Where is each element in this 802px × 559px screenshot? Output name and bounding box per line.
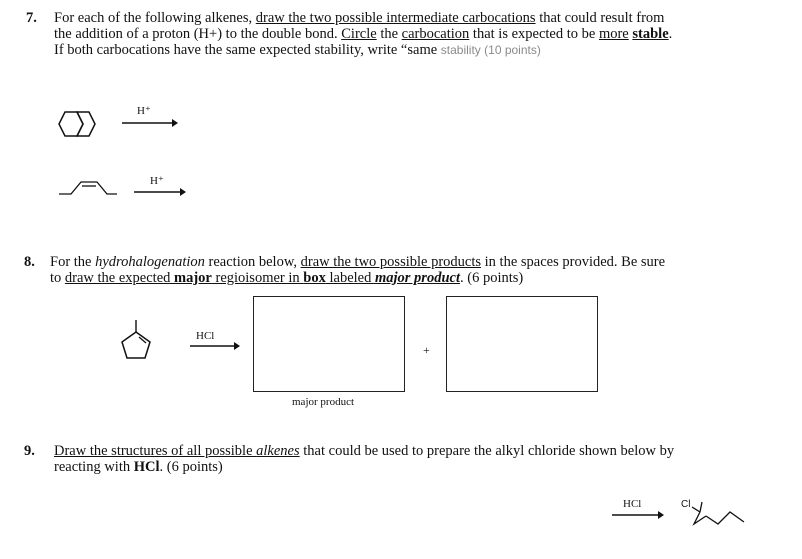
plus-sign: + <box>423 343 430 357</box>
q7-text-segment: For each of the following alkenes, <box>54 10 256 26</box>
q9-reagent: HCl <box>623 498 642 510</box>
q8-instruction-underlined: regioisomer in <box>211 270 304 286</box>
question-8-text <box>50 254 665 286</box>
q8-text-segment: reaction below, <box>204 254 301 270</box>
q7-text-segment: If both carbocations have the same expected stability, write “same <box>54 42 441 58</box>
chain-alkene-structure <box>57 176 127 200</box>
q7-reaction-arrow-2 <box>134 186 194 200</box>
q7-faded-text: stability (10 points) <box>440 43 541 57</box>
question-7-text <box>54 10 672 58</box>
chlorine-atom-label: Cl <box>681 499 691 510</box>
q8-text-segment: For the <box>50 254 96 270</box>
q8-instruction-underlined: draw the two possible products <box>300 254 482 270</box>
q8-text-segment: to <box>50 270 65 286</box>
q8-reaction-arrow <box>190 340 250 354</box>
q7-instruction-underlined: draw the two possible intermediate carbocations <box>255 10 536 26</box>
q7-text-segment: the <box>376 26 402 42</box>
methylcyclopentene-structure <box>114 316 164 366</box>
question-9-text <box>54 443 674 475</box>
q9-hcl-word: HCl <box>133 459 160 475</box>
alkyl-chloride-structure <box>688 502 748 532</box>
q7-stable-word: stable <box>632 26 669 42</box>
q8-text-segment: in the spaces provided. Be sure <box>481 254 666 270</box>
q7-text-segment: the addition of a proton (H+) to the double bond. <box>54 26 342 42</box>
minor-product-box[interactable] <box>446 296 598 392</box>
q7-text-segment: . <box>668 26 673 42</box>
q7-text-segment: that could result from <box>535 10 665 26</box>
major-product-label: major product <box>292 396 355 408</box>
q7-reaction-arrow-1 <box>122 117 182 131</box>
q9-text-segment: reacting with <box>54 459 134 475</box>
question-7-number: 7. <box>26 10 37 26</box>
q9-text-segment: . (6 points) <box>159 459 223 475</box>
q8-instruction-underlined: draw the expected <box>64 270 175 286</box>
q9-alkenes-word: alkenes <box>256 443 300 459</box>
q7-text-segment: that is expected to be <box>469 26 599 42</box>
q8-reagent: HCl <box>196 330 215 342</box>
q9-instruction-underlined: Draw the structures of all possible <box>54 443 257 459</box>
q8-text-segment: . (6 points) <box>459 270 524 286</box>
q8-box-word: box <box>303 270 326 286</box>
bicyclic-alkene-structure <box>55 104 125 144</box>
q8-instruction-underlined: labeled <box>325 270 375 286</box>
q7-carbocation-word: carbocation <box>401 26 470 42</box>
q7-circle-word: Circle <box>341 26 377 42</box>
q7-reagent-2: H⁺ <box>150 175 164 187</box>
q8-major-word: major <box>174 270 212 286</box>
q8-hydrohalogenation-word: hydrohalogenation <box>95 254 205 270</box>
q8-major-product-word: major product <box>374 270 460 286</box>
q7-more-word: more <box>598 26 629 42</box>
question-8-number: 8. <box>24 254 35 270</box>
q9-reaction-arrow <box>612 509 672 523</box>
q9-text-segment: that could be used to prepare the alkyl chloride shown below by <box>299 443 675 459</box>
q7-reagent-1: H⁺ <box>137 105 151 117</box>
major-product-box[interactable] <box>253 296 405 392</box>
question-9-number: 9. <box>24 443 35 459</box>
